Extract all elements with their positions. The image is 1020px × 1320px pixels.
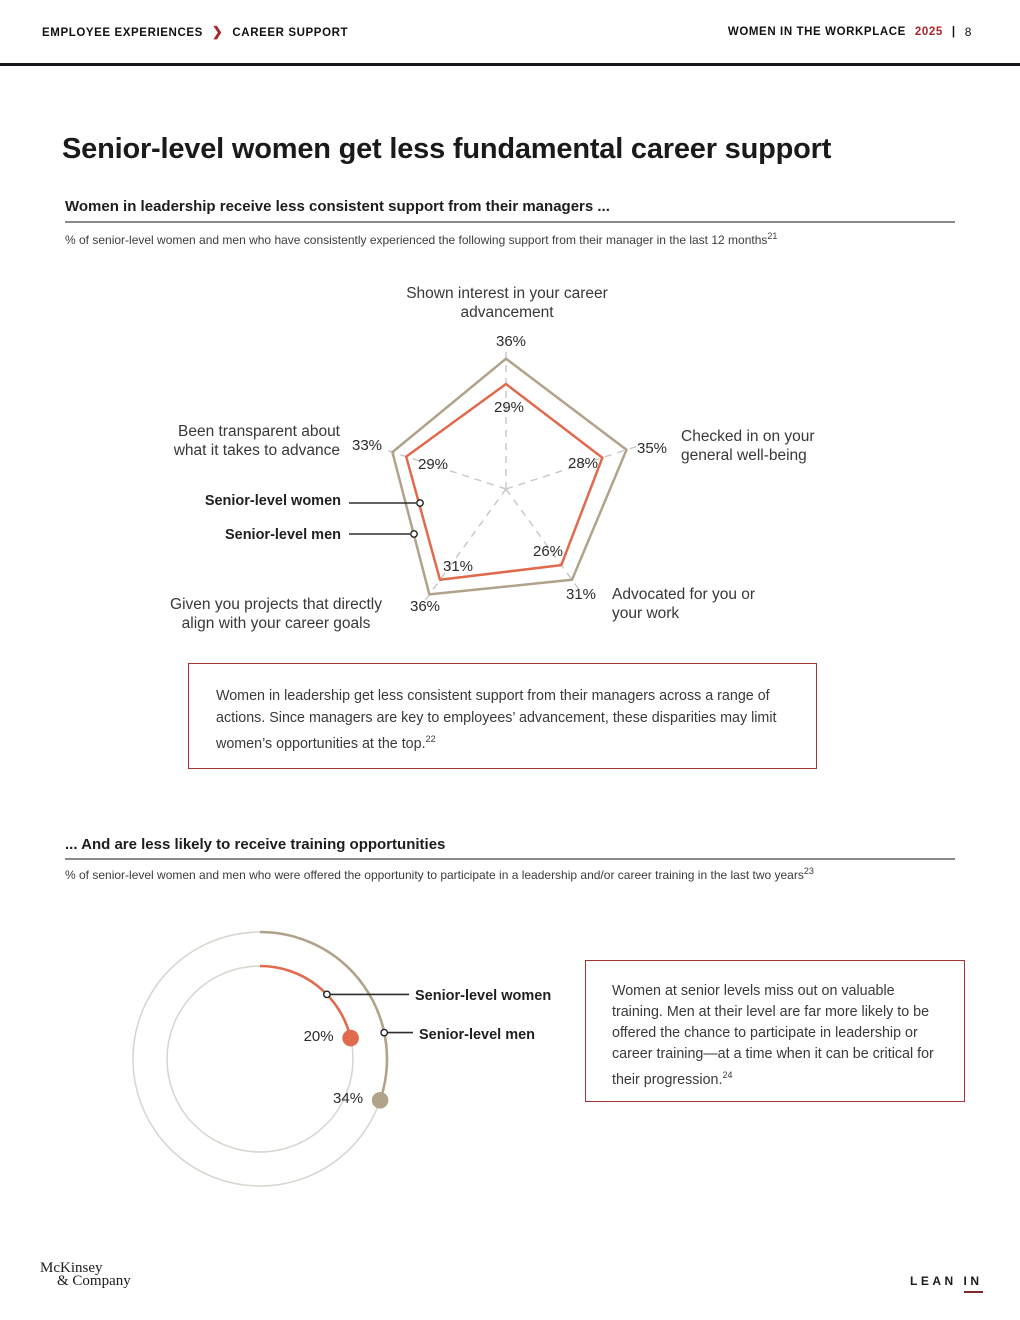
ring-men-value-label: 34% <box>333 1090 364 1108</box>
legend-senior-level-men: Senior-level men <box>224 527 341 543</box>
ring-end-dot-women <box>342 1030 359 1047</box>
ring-leader-dot-men <box>381 1029 387 1035</box>
leanin-logo <box>910 1274 983 1288</box>
ring-arc-men <box>260 932 387 1100</box>
ring-track <box>133 932 387 1186</box>
radar-women-value-label: 29% <box>494 399 525 416</box>
radar-axis-label-right: Checked in on your general well-being <box>681 428 815 464</box>
radar-men-value-label: 33% <box>352 437 383 454</box>
radar-men-value-label: 31% <box>566 586 597 603</box>
radar-women-value-label: 29% <box>418 456 449 473</box>
footnote-ref: 24 <box>722 1070 733 1080</box>
callout-body: Women at senior levels miss out on valuable training. Men at their level are far more likely to be offered the chance to participate in leadership or career training—at a time when it can be critical for their progression. <box>612 983 934 1088</box>
radar-axis-label-bottom-right: Advocated for you or your work <box>612 586 756 622</box>
radar-callout-box <box>188 663 817 769</box>
ring-end-dot-men <box>372 1092 389 1109</box>
ring-leader-dot-women <box>324 991 330 997</box>
section-training-heading: ... And are less likely to receive training opportunities <box>65 836 446 853</box>
mckinsey-logo-line1: McKinsey <box>40 1260 103 1276</box>
radar-men-value-label: 36% <box>410 598 441 615</box>
radar-women-value-label: 28% <box>568 455 599 472</box>
page-number: 8 <box>964 25 972 39</box>
report-year: 2025 <box>914 26 943 38</box>
leanin-logo-in: IN <box>964 1274 983 1293</box>
note-text: % of senior-level women and men who have consistently experienced the following support from their manager in the last 12 months <box>65 233 768 247</box>
legend-leader-dot-men <box>411 531 417 537</box>
ring-label-senior-level-men: Senior-level men <box>419 1027 536 1043</box>
radar-spoke <box>506 489 579 590</box>
callout-body: Women in leadership get less consistent support from their managers across a range of actions. Since managers are key to employees’ advancement, these disparities may limit women’s opportunities at the top. <box>216 688 777 752</box>
section-rule <box>65 858 955 860</box>
breadcrumb-page: CAREER SUPPORT <box>232 27 349 39</box>
footnote-ref: 23 <box>803 866 814 876</box>
training-callout-box <box>585 960 965 1102</box>
section-radar-heading: Women in leadership receive less consistent support from their managers ... <box>65 198 610 215</box>
leanin-logo-lean: LEAN <box>910 1274 957 1288</box>
legend-senior-level-women: Senior-level women <box>204 493 341 509</box>
radar-axis-label-top: Shown interest in your career advancement <box>406 285 608 321</box>
footnote-ref: 21 <box>767 231 778 241</box>
radar-men-value-label: 36% <box>496 333 527 350</box>
mckinsey-logo <box>40 1262 131 1288</box>
radar-axis-label-bottom-left: Given you projects that directly align with your career goals <box>170 596 382 632</box>
ring-women-value-label: 20% <box>303 1028 334 1046</box>
note-text: % of senior-level women and men who were offered the opportunity to participate in a leadership and/or career training in the last two years <box>65 868 804 882</box>
footnote-ref: 22 <box>425 734 436 744</box>
radar-axis-label-left: Been transparent about what it takes to advance <box>173 423 340 459</box>
legend-leader-dot-women <box>417 500 423 506</box>
chevron-right-icon: ❯ <box>211 24 224 39</box>
section-training-note <box>65 866 814 882</box>
radar-women-value-label: 31% <box>443 558 474 575</box>
ring-label-senior-level-women: Senior-level women <box>415 988 552 1004</box>
page-title: Senior-level women get less fundamental career support <box>62 133 832 165</box>
radar-men-value-label: 35% <box>637 440 668 457</box>
meta-divider: | <box>951 26 956 38</box>
radar-callout-text <box>216 686 781 755</box>
mckinsey-logo-line2: & Company <box>57 1273 131 1289</box>
radar-men-polygon <box>392 359 626 595</box>
breadcrumb-section: EMPLOYEE EXPERIENCES <box>42 27 203 39</box>
report-title: WOMEN IN THE WORKPLACE <box>727 26 906 38</box>
training-callout-text <box>612 981 938 1091</box>
radar-women-value-label: 26% <box>533 543 564 560</box>
